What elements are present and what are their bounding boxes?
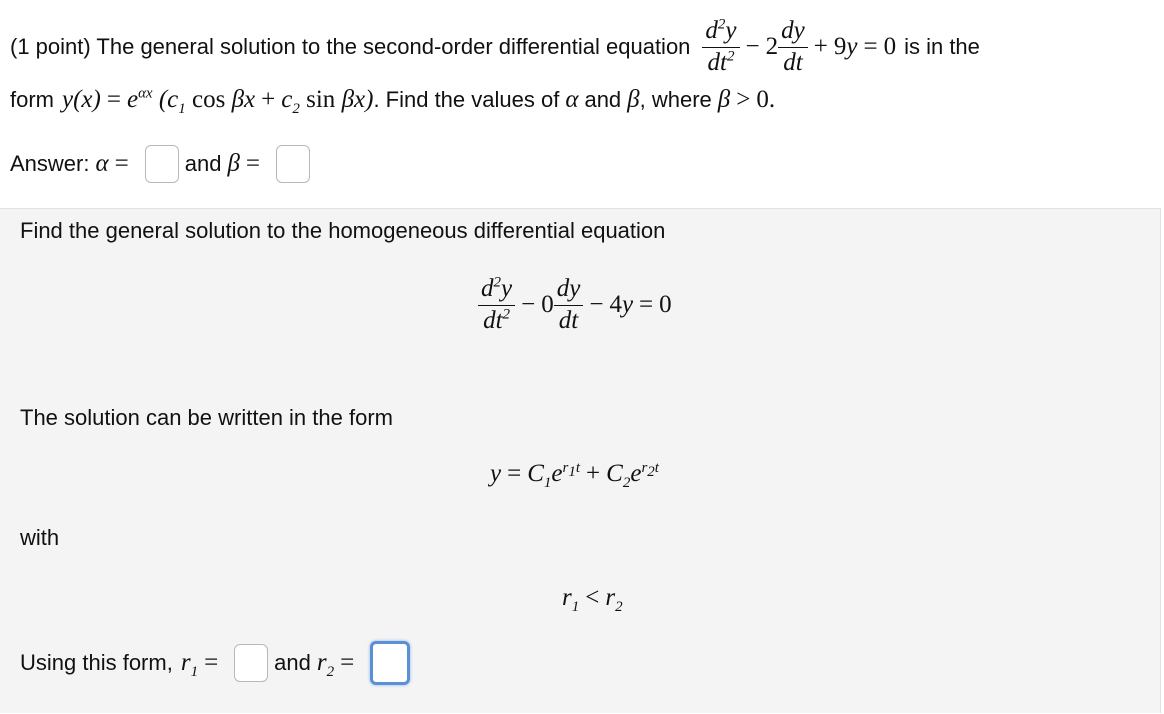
alpha-symbol: α (565, 86, 579, 113)
r2-input[interactable] (370, 641, 410, 685)
r-and-label: and (274, 650, 311, 675)
problem2-form-text: The solution can be written in the form (20, 405, 393, 430)
problem2-root-condition: $r_1 < r_2$ (562, 584, 623, 615)
problem1-line2 (10, 84, 775, 116)
problem1-intro: (1 point) The general solution to the second-order differential equation (10, 34, 691, 59)
problem1-and-word: and (584, 87, 622, 112)
problem1-find-text: . Find the values of (373, 87, 560, 112)
r1-input[interactable] (234, 644, 268, 682)
problem1-form-expression: $y(x) = e^{\alpha x}$ ($c_1$ $\cos \beta x + c_2$ sin βx) (62, 85, 374, 117)
problem2-equation: $\frac{d^2y}{dt^2}$ − 0 $\frac{dy}{dt}$ − 4 y = 0 (478, 270, 672, 340)
beta-input[interactable] (276, 145, 310, 183)
alpha-equals: α = (95, 150, 129, 177)
beta-equals: β = (227, 150, 260, 177)
problem2-with-text: with (20, 525, 60, 550)
problem1-line1 (10, 12, 980, 82)
problem1-equation: $\frac{d^2y}{dt^2}$ − 2 $\frac{dy}{dt}$ + 9 y = 0 (702, 18, 896, 76)
problem2-answer-row (20, 640, 410, 686)
r1-equals: $r_1$ = (180, 649, 219, 680)
using-form-label: Using this form, (20, 650, 173, 675)
r2-equals: $r_2$ = (316, 649, 355, 680)
alpha-input[interactable] (145, 145, 179, 183)
problem1-answer-row (10, 142, 310, 186)
beta-condition: β > 0. (717, 86, 776, 113)
problem2-solution-form: $y = C_1e^{r_1t} + C_2e^{r_2t}$ (490, 459, 659, 491)
beta-symbol: β (627, 86, 640, 113)
problem1-form-word: form (10, 87, 54, 112)
answer-and-label: and (184, 151, 222, 176)
problem1-where-text: , where (639, 87, 712, 112)
answer-label: Answer: (10, 151, 90, 176)
problem2-prompt: Find the general solution to the homogeneous differential equation (20, 218, 666, 243)
problem1-eq-tail: is in the (904, 34, 980, 59)
